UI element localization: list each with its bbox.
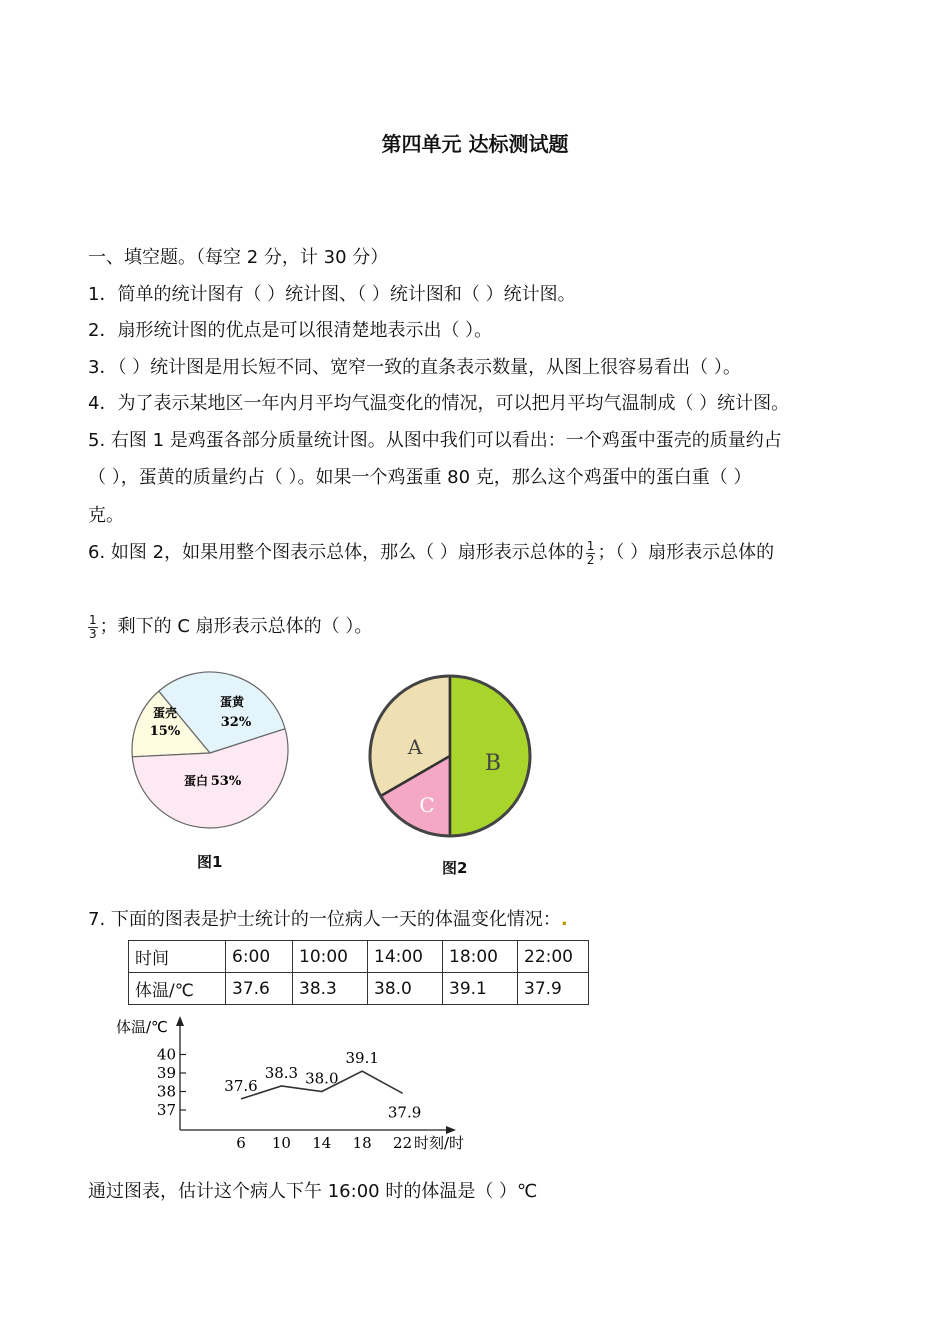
data-label: 37.9 — [387, 1103, 422, 1122]
table-cell: 39.1 — [443, 973, 518, 1005]
question-6-line-2 — [88, 612, 372, 641]
x-axis-label: 时刻/时 — [414, 1134, 465, 1152]
table-cell: 14:00 — [368, 941, 443, 973]
figure-1-caption: 图1 — [197, 853, 223, 871]
fraction-one-half — [586, 540, 596, 567]
table-cell: 18:00 — [443, 941, 518, 973]
question-2: 2．扇形统计图的优点是可以很清楚地表示出（ ）。 — [88, 320, 493, 341]
x-tick-label: 18 — [352, 1134, 372, 1152]
x-tick-label: 6 — [236, 1134, 246, 1152]
question-7-text: 7. 下面的图表是护士统计的一位病人一天的体温变化情况： — [88, 909, 561, 930]
data-label: 39.1 — [345, 1049, 379, 1068]
question-6-text-1: 6. 如图 2，如果用整个图表示总体，那么（ ）扇形表示总体的 — [88, 542, 584, 563]
temperature-table — [128, 940, 589, 1005]
label-b: B — [484, 751, 502, 776]
label-yolk-name: 蛋黄 — [219, 695, 245, 709]
x-tick-label: 10 — [271, 1134, 291, 1152]
data-label: 38.3 — [264, 1063, 299, 1082]
label-white-name: 蛋白 — [183, 774, 209, 788]
question-6-text-3: ；剩下的 C 扇形表示总体的（ ）。 — [99, 616, 373, 637]
fraction-denominator: 3 — [89, 626, 97, 641]
table-cell: 10:00 — [293, 941, 368, 973]
question-7-prompt: 通过图表，估计这个病人下午 16:00 时的体温是（ ）℃ — [88, 1181, 538, 1202]
fraction-numerator: 1 — [586, 538, 595, 553]
fraction-numerator: 1 — [89, 612, 97, 627]
question-4: 4．为了表示某地区一年内月平均气温变化的情况，可以把月平均气温制成（ ）统计图。 — [88, 393, 790, 414]
label-c: C — [419, 793, 435, 817]
table-cell: 时间 — [129, 941, 226, 973]
question-6-text-2: ；（ ）扇形表示总体的 — [597, 542, 775, 563]
table-cell: 22:00 — [518, 941, 589, 973]
abc-pie-chart — [360, 672, 532, 844]
question-5-line-3: 克。 — [88, 505, 124, 526]
question-1: 1．简单的统计图有（ ）统计图、（ ）统计图和（ ）统计图。 — [88, 284, 576, 305]
table-cell: 体温/℃ — [129, 973, 226, 1005]
question-5-line-2: （ ），蛋黄的质量约占（ ）。如果一个鸡蛋重 80 克，那么这个鸡蛋中的蛋白重（ ） — [88, 467, 752, 488]
y-tick-label: 37 — [156, 1101, 176, 1119]
y-axis-label: 体温/℃ — [116, 1018, 168, 1036]
table-row-time — [129, 941, 589, 973]
label-shell-name: 蛋壳 — [152, 706, 178, 720]
page-title: 第四单元 达标测试题 — [381, 132, 569, 156]
figure-2-caption: 图2 — [442, 859, 468, 877]
data-label: 37.6 — [224, 1076, 258, 1095]
question-3: 3．（ ）统计图是用长短不同、宽窄一致的直条表示数量，从图上很容易看出（ ）。 — [88, 357, 741, 378]
fraction-one-third — [88, 614, 98, 641]
table-cell: 38.0 — [368, 973, 443, 1005]
y-tick-label: 38 — [156, 1082, 176, 1101]
x-tick-label: 22 — [393, 1134, 413, 1152]
question-5-line-1: 5. 右图 1 是鸡蛋各部分质量统计图。从图中我们可以看出：一个鸡蛋中蛋壳的质量约占 — [88, 430, 782, 451]
egg-pie-chart — [128, 668, 293, 833]
label-a: A — [407, 735, 423, 759]
x-axis-arrow — [446, 1126, 456, 1134]
table-cell: 6:00 — [226, 941, 293, 973]
stray-dot: . — [560, 909, 568, 930]
y-tick-label: 40 — [156, 1045, 176, 1064]
table-cell: 38.3 — [293, 973, 368, 1005]
table-cell: 37.9 — [518, 973, 589, 1005]
data-label: 38.0 — [305, 1069, 339, 1088]
y-tick-label: 39 — [156, 1064, 176, 1082]
label-shell-percent: 15% — [149, 724, 181, 739]
x-tick-label: 14 — [312, 1134, 332, 1152]
label-yolk-percent: 32% — [220, 715, 252, 730]
question-6-line-1 — [88, 538, 774, 567]
fraction-denominator: 2 — [586, 552, 595, 567]
label-white-percent: 53% — [210, 774, 242, 789]
question-7 — [88, 905, 568, 931]
table-row-temperature — [129, 973, 589, 1005]
table-cell: 37.6 — [226, 973, 293, 1005]
temperature-line-chart — [112, 1012, 482, 1157]
section-heading: 一、填空题。（每空 2 分，计 30 分） — [88, 247, 389, 268]
y-axis-arrow — [176, 1016, 184, 1026]
